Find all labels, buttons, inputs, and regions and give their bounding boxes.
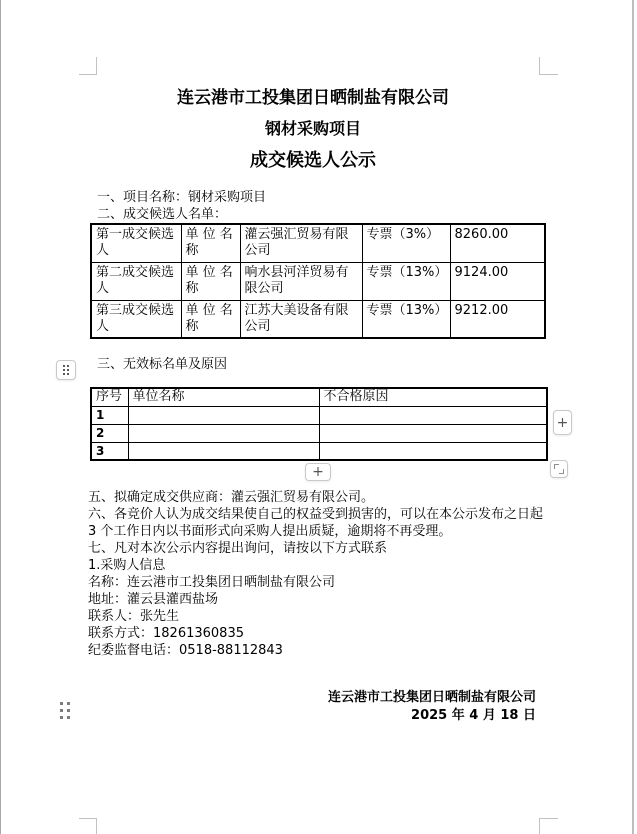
candidate-row <box>91 262 545 300</box>
invalid-table-header-row <box>91 388 547 406</box>
viewport-left-edge <box>0 0 1 834</box>
candidate-row <box>91 300 545 338</box>
candidate-rank-cell: 第三成交候选人 <box>91 300 181 338</box>
add-column-button[interactable] <box>553 410 572 435</box>
paragraph-supervision-phone: 纪委监督电话：0518-88112843 <box>88 643 283 658</box>
invalid-reason-cell[interactable] <box>319 424 547 442</box>
plus-icon: + <box>312 464 324 480</box>
paragraph-objection-1: 六、各竞价人认为成交结果使自己的权益受到损害的，可以在本公示发布之日起 <box>88 507 544 522</box>
invalid-company-cell[interactable] <box>128 406 319 424</box>
candidate-invoice-cell: 专票（13%） <box>362 262 450 300</box>
crop-mark-top-left <box>79 57 97 75</box>
invalid-table-row <box>91 406 547 424</box>
crop-mark-top-right <box>539 57 558 75</box>
candidate-company-cell: 江苏大美设备有限公司 <box>240 300 362 338</box>
table-resize-button[interactable] <box>550 460 568 478</box>
candidate-company-cell: 灌云强汇贸易有限公司 <box>240 224 362 262</box>
candidate-price-cell: 8260.00 <box>450 224 545 262</box>
doc-title-company: 连云港市工投集团日晒制盐有限公司 <box>177 88 449 108</box>
paragraph-contact-person: 联系人：张先生 <box>88 609 180 624</box>
resize-icon <box>554 464 564 474</box>
invalid-header-no: 序号 <box>91 388 128 406</box>
invalid-reason-cell[interactable] <box>319 406 547 424</box>
candidate-invoice-cell: 专票（13%） <box>362 300 450 338</box>
candidate-field-cell: 单 位 名 称 <box>181 224 240 262</box>
invalid-header-company: 单位名称 <box>128 388 319 406</box>
block-drag-handle-button[interactable] <box>56 360 76 380</box>
candidates-table <box>90 223 546 339</box>
signature-block <box>88 689 536 725</box>
add-row-button[interactable] <box>305 463 331 481</box>
candidate-field-cell: 单 位 名 称 <box>181 262 240 300</box>
paragraph-contact-intro: 七、凡对本次公示内容提出询问，请按以下方式联系 <box>88 541 388 556</box>
doc-title-project: 钢材采购项目 <box>264 119 361 138</box>
section-invalid-bids: 三、无效标名单及原因 <box>97 357 228 372</box>
candidate-field-cell: 单 位 名 称 <box>181 300 240 338</box>
viewport-right-edge <box>632 0 634 834</box>
invalid-row-number: 1 <box>91 406 128 424</box>
paragraph-contact-phone: 联系方式：18261360835 <box>88 626 244 641</box>
candidate-company-cell: 响水县河洋贸易有限公司 <box>240 262 362 300</box>
invalid-company-cell[interactable] <box>128 442 319 460</box>
paragraph-drag-handle[interactable] <box>60 702 70 719</box>
invalid-header-reason: 不合格原因 <box>319 388 547 406</box>
candidate-row <box>91 224 545 262</box>
invalid-row-number: 3 <box>91 442 128 460</box>
signature-company: 连云港市工投集团日晒制盐有限公司 <box>327 690 536 705</box>
paragraph-objection-2: 3 个工作日内以书面形式向采购人提出质疑，逾期将不再受理。 <box>88 524 452 539</box>
invalid-reason-cell[interactable] <box>319 442 547 460</box>
paragraph-buyer-heading: 1.采购人信息 <box>88 558 166 573</box>
crop-mark-bottom-left <box>79 818 97 834</box>
candidate-price-cell: 9212.00 <box>450 300 545 338</box>
signature-date: 2025 年 4 月 18 日 <box>411 708 536 723</box>
body-paragraphs <box>88 489 548 659</box>
paragraph-buyer-address: 地址：灌云县灌西盐场 <box>88 592 219 607</box>
invalid-table-row <box>91 424 547 442</box>
candidate-rank-cell: 第一成交候选人 <box>91 224 181 262</box>
candidate-price-cell: 9124.00 <box>450 262 545 300</box>
crop-mark-bottom-right <box>539 818 558 834</box>
section-candidates-list: 二、成交候选人名单： <box>97 207 228 222</box>
paragraph-buyer-name: 名称：连云港市工投集团日晒制盐有限公司 <box>88 575 336 590</box>
invalid-row-number: 2 <box>91 424 128 442</box>
invalid-company-cell[interactable] <box>128 424 319 442</box>
invalid-bids-table <box>90 387 548 461</box>
candidate-rank-cell: 第二成交候选人 <box>91 262 181 300</box>
plus-icon: + <box>556 414 569 431</box>
invalid-table-row <box>91 442 547 460</box>
doc-title-announcement: 成交候选人公示 <box>250 150 376 171</box>
drag-dots-icon <box>63 365 69 375</box>
candidate-invoice-cell: 专票（3%） <box>362 224 450 262</box>
paragraph-supplier: 五、拟确定成交供应商：灌云强汇贸易有限公司。 <box>88 490 375 505</box>
section-project-name: 一、项目名称：钢材采购项目 <box>97 190 267 205</box>
